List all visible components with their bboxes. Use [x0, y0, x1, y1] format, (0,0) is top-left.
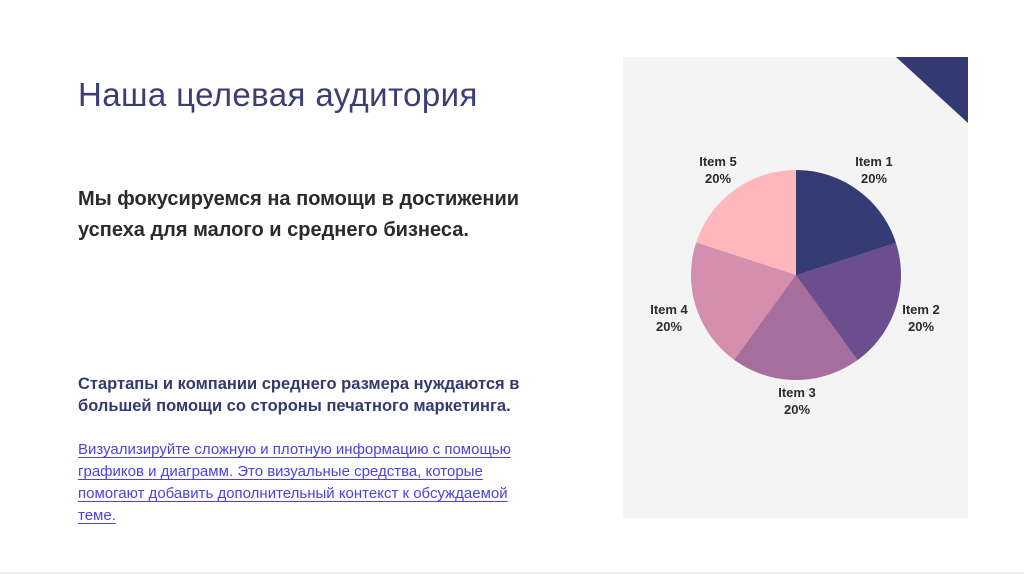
- intro-paragraph: Мы фокусируемся на помощи в достижении успеха для малого и среднего бизнеса.: [78, 188, 520, 242]
- pie-label-item1-value: 20%: [860, 170, 888, 186]
- pie-label-item2-value: 20%: [907, 318, 935, 334]
- pie-label-item2-name: Item 2: [902, 302, 940, 317]
- pie-label-item3-name: Item 3: [778, 385, 816, 400]
- pie-label-item4: [624, 302, 714, 336]
- corner-triangle-decoration: [896, 57, 968, 123]
- pie-chart: [691, 170, 901, 380]
- pie-label-item1: [829, 154, 919, 188]
- pie-label-item4-name: Item 4: [650, 302, 688, 317]
- pie-label-item5-value: 20%: [704, 170, 732, 186]
- emphasis-paragraph: Стартапы и компании среднего размера нуждаются в большей помощи со стороны печатного маркетинга.: [78, 375, 520, 415]
- pie-label-item4-value: 20%: [655, 318, 683, 334]
- pie-label-item3: [752, 385, 842, 419]
- pie-label-item2: [876, 302, 966, 336]
- pie-label-item3-value: 20%: [783, 401, 811, 417]
- pie-label-item5-name: Item 5: [699, 154, 737, 169]
- pie-label-item5: [673, 154, 763, 188]
- hint-link[interactable]: Визуализируйте сложную и плотную информацию с помощью графиков и диаграмм. Это визуальные средства, которые помогают добавить дополнительный контекст к обсуждаемой теме.: [78, 441, 511, 525]
- pie-label-item1-name: Item 1: [855, 154, 893, 169]
- chart-panel: [623, 57, 968, 518]
- page-title: Наша целевая аудитория: [78, 76, 478, 113]
